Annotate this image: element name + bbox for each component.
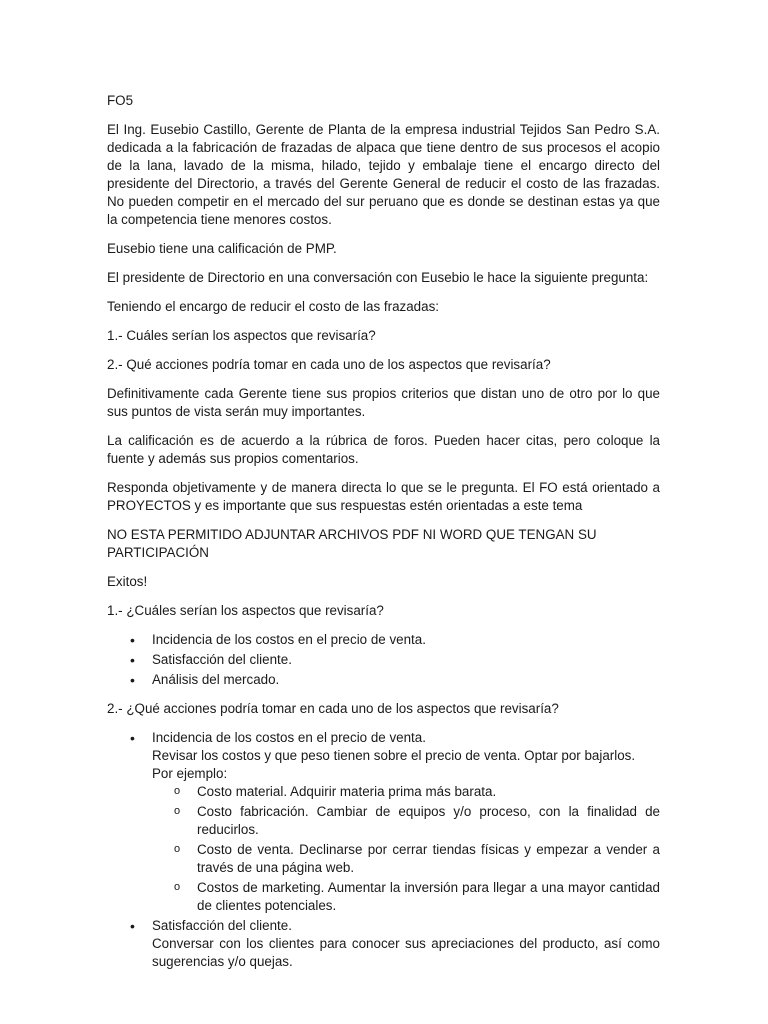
list-item: [152, 729, 660, 915]
list-item-title: • Satisfacción del cliente.: [152, 918, 292, 933]
document-title: FO5: [107, 93, 134, 108]
instructions-paragraph: Responda objetivamente y de manera directa lo que se le pregunta. El FO está orientado a PROYECTOS y es importante que sus respuestas estén orientadas a este tema: [107, 480, 660, 513]
list-item: [152, 917, 660, 971]
list-item: • Satisfacción del cliente.: [152, 651, 660, 669]
closing-paragraph: Exitos!: [107, 574, 148, 589]
task-paragraph: Teniendo el encargo de reducir el costo de las frazadas:: [107, 299, 439, 314]
qualification-paragraph: Eusebio tiene una calificación de PMP.: [107, 241, 337, 256]
answer-1-list: [107, 631, 660, 689]
sublist-item: o Costos de marketing. Aumentar la inversión para llegar a una mayor cantidad de clientes potenciales.: [197, 879, 660, 915]
list-item: • Incidencia de los costos en el precio de venta.: [152, 631, 660, 649]
list-item-detail: Revisar los costos y que peso tienen sobre el precio de venta. Optar por bajarlos.: [152, 748, 636, 763]
list-item-detail: Conversar con los clientes para conocer sus apreciaciones del producto, así como sugerencias y/o quejas.: [152, 936, 660, 969]
sublist-item: o Costo de venta. Declinarse por cerrar tiendas físicas y empezar a vender a través de una página web.: [197, 841, 660, 877]
rubric-paragraph: La calificación es de acuerdo a la rúbrica de foros. Pueden hacer citas, pero coloque la fuente y además sus propios comentarios.: [107, 433, 660, 466]
question-2: 2.- Qué acciones podría tomar en cada uno de los aspectos que revisaría?: [107, 357, 551, 372]
answer-1-heading: 1.- ¿Cuáles serían los aspectos que revisaría?: [107, 603, 384, 618]
notice-paragraph: NO ESTA PERMITIDO ADJUNTAR ARCHIVOS PDF NI WORD QUE TENGAN SU PARTICIPACIÓN: [107, 527, 597, 560]
sublist-item: o Costo fabricación. Cambiar de equipos y/o proceso, con la finalidad de reducirlos.: [197, 803, 660, 839]
answer-2-heading: 2.- ¿Qué acciones podría tomar en cada uno de los aspectos que revisaría?: [107, 701, 559, 716]
criteria-paragraph: Definitivamente cada Gerente tiene sus propios criterios que distan uno de otro por lo que sus puntos de vista serán muy importantes.: [107, 386, 660, 419]
conversation-paragraph: El presidente de Directorio en una conversación con Eusebio le hace la siguiente pregunta:: [107, 270, 649, 285]
question-1: 1.- Cuáles serían los aspectos que revisaría?: [107, 328, 376, 343]
list-item: • Análisis del mercado.: [152, 671, 660, 689]
example-label: Por ejemplo:: [152, 766, 228, 781]
sublist-item: o Costo material. Adquirir materia prima más barata.: [197, 783, 660, 801]
intro-paragraph: El Ing. Eusebio Castillo, Gerente de Planta de la empresa industrial Tejidos San Pedro S.A. dedicada a la fabricación de frazadas de alpaca que tiene dentro de sus procesos el acopio de la lana, lavado de la misma, hilado, tejido y embalaje tiene el encargo directo del presidente del Directorio, a través del Gerente General de reducir el costo de las frazadas. No pueden competir en el mercado del sur peruano que es donde se destinan estas ya que la competencia tiene menores costos.: [107, 122, 660, 227]
example-sublist: [152, 783, 660, 915]
answer-2-list: [107, 729, 660, 971]
list-item-title: • Incidencia de los costos en el precio de venta.: [152, 730, 426, 745]
